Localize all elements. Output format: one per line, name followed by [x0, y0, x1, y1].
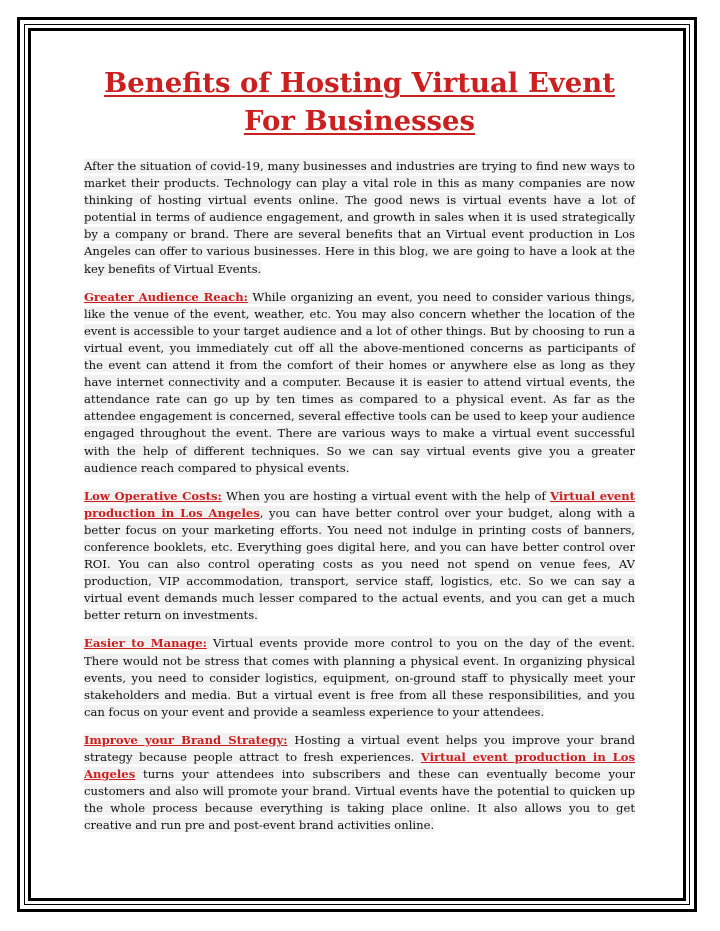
- section-heading-low-operative-costs: Low Operative Costs:: [84, 488, 222, 503]
- section-improve-brand-strategy: [84, 732, 635, 835]
- intro-text: After the situation of covid-19, many businesses and industries are trying to find new ways to market their products. Technology can play a vital role in this as many companies are now thinking of hosting virtual events online. The good news is virtual events have a lot of potential in terms of audience engagement, and growth in sales when it is used strategically by a company or brand. There are several benefits that an Virtual event production in Los Angeles can offer to various businesses. Here in this blog, we are going to have a look at the key benefits of Virtual Events.: [84, 159, 635, 276]
- document-title: [84, 64, 635, 140]
- document-body: [84, 64, 635, 845]
- virtual-event-production-link-1[interactable]: Virtual event production in Los Angeles: [84, 488, 635, 520]
- section-text-low-operative-costs-b: , you can have better control over your budget, along with a better focus on your marketing efforts. You need not indulge in printing costs of banners, conference booklets, etc. Everything goes digital here, and you can have better control over ROI. You can also control operating costs as you need not spend on venue fees, AV production, VIP accommodation, transport, service staff, logistics, etc. So we can say a virtual event demands much lesser compared to the actual events, and you can get a much better return on investments.: [84, 505, 635, 623]
- title-line-1: Benefits of Hosting Virtual Event: [104, 67, 615, 99]
- section-text-low-operative-costs-a: When you are hosting a virtual event with the help of: [221, 488, 551, 503]
- title-line-2: For Businesses: [243, 105, 476, 137]
- section-heading-improve-brand-strategy: Improve your Brand Strategy:: [84, 732, 288, 747]
- virtual-event-production-link-2[interactable]: Virtual event production in Los Angeles: [84, 750, 635, 782]
- section-easier-to-manage: [84, 635, 635, 720]
- section-heading-greater-audience-reach: Greater Audience Reach:: [84, 289, 248, 304]
- section-low-operative-costs: [84, 488, 635, 625]
- section-heading-easier-to-manage: Easier to Manage:: [84, 636, 207, 651]
- section-text-greater-audience-reach: While organizing an event, you need to consider various things, like the venue of the event, weather, etc. You may also concern whether the location of the event is accessible to your target audience and a lot of other things. But by choosing to run a virtual event, you immediately cut off all the above-mentioned concerns as participants of the event can attend it from the comfort of their homes or anywhere else as long as they have internet connectivity and a computer. Because it is easier to attend virtual events, the attendance rate can go up by ten times as compared to a physical event. As far as the attendee engagement is concerned, several effective tools can be used to keep your audience engaged throughout the event. There are various ways to make a virtual event successful with the help of different techniques. So we can say virtual events give you a greater audience reach compared to physical events.: [84, 289, 635, 475]
- section-text-improve-brand-strategy-b: turns your attendees into subscribers and these can eventually become your customers and also will promote your brand. Virtual events have the potential to quicken up the whole process because everything is taking place online. It also allows you to get creative and run pre and post-event brand activities online.: [84, 767, 635, 833]
- section-greater-audience-reach: [84, 289, 635, 477]
- intro-paragraph: [84, 158, 635, 278]
- section-text-easier-to-manage: Virtual events provide more control to you on the day of the event. There would not be stress that comes with planning a physical event. In organizing physical events, you need to consider logistics, equipment, on-ground staff to physically meet your stakeholders and media. But a virtual event is free from all these responsibilities, and you can focus on your event and provide a seamless experience to your attendees.: [84, 636, 635, 719]
- section-text-improve-brand-strategy-a: Hosting a virtual event helps you improve your brand strategy because people attract to fresh experiences.: [84, 732, 635, 764]
